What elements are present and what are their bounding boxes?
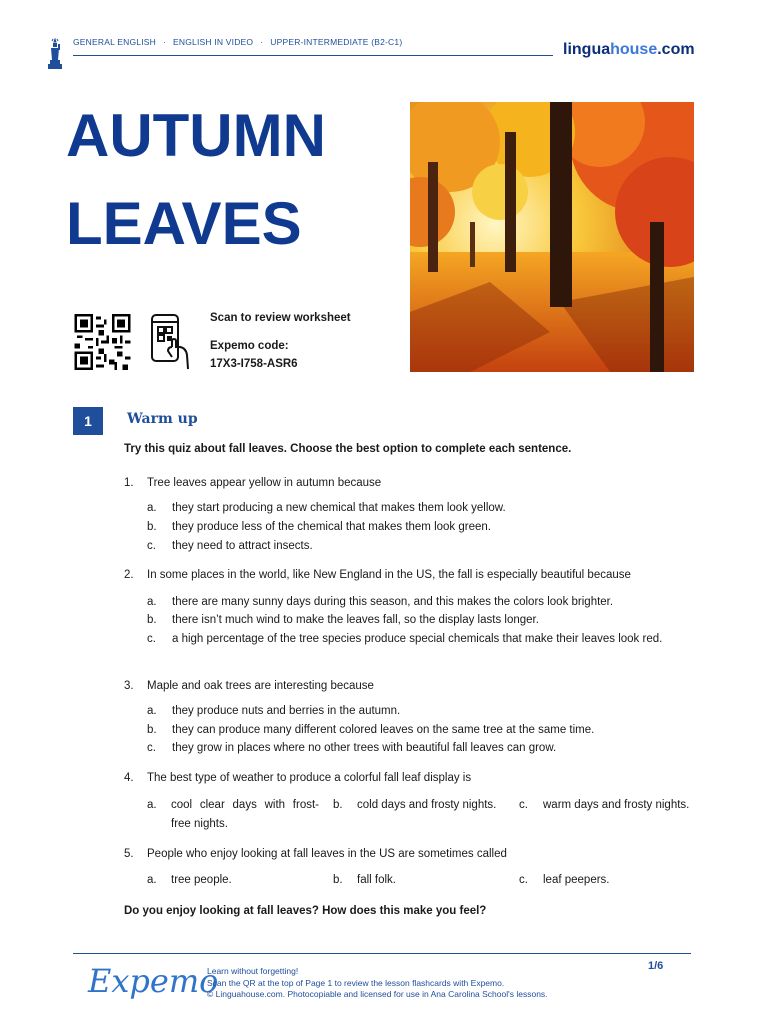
option[interactable] xyxy=(519,796,691,836)
option-letter: a. xyxy=(147,502,157,514)
option-text: leaf peepers. xyxy=(543,874,610,886)
option[interactable] xyxy=(333,871,505,891)
option-letter: b. xyxy=(333,799,343,811)
footer-note xyxy=(207,966,548,1001)
question xyxy=(0,677,768,697)
option-letter: b. xyxy=(147,521,157,533)
question-text: The best type of weather to produce a colorful fall leaf display is xyxy=(147,772,472,784)
option-text: they start producing a new chemical that makes them look yellow. xyxy=(172,502,506,514)
phone-scan-icon xyxy=(150,313,192,371)
question xyxy=(0,566,768,586)
section-number: 1 xyxy=(73,407,103,435)
expemo-code-label: Expemo code: xyxy=(210,340,289,352)
question-number: 1. xyxy=(124,477,134,489)
header-divider xyxy=(73,55,553,56)
question-number: 2. xyxy=(124,569,134,581)
question xyxy=(0,474,768,494)
option-letter: b. xyxy=(147,614,157,626)
statue-of-liberty-icon xyxy=(48,38,62,70)
expemo-code-value: 17X3-I758-ASR6 xyxy=(210,358,298,370)
option-letter: c. xyxy=(147,540,156,552)
option-text: cold days and frosty nights. xyxy=(357,799,497,811)
option-text: tree people. xyxy=(171,874,232,886)
title-line: AUTUMN xyxy=(66,102,326,169)
breadcrumb-separator: · xyxy=(260,37,264,47)
discussion-question: Do you enjoy looking at fall leaves? How does this make you feel? xyxy=(124,905,487,917)
option-text: a high percentage of the tree species produce special chemicals that make their leaves look red. xyxy=(172,633,663,645)
question-text: Maple and oak trees are interesting because xyxy=(147,680,374,692)
breadcrumb-separator: · xyxy=(163,37,167,47)
breadcrumb-item[interactable]: ENGLISH IN VIDEO xyxy=(173,37,254,47)
option-text: there are many sunny days during this season, and this makes the colors look brighter. xyxy=(172,596,614,608)
option-letter: a. xyxy=(147,596,157,608)
breadcrumb-item[interactable]: GENERAL ENGLISH xyxy=(73,37,156,47)
option-text: cool clear days with frost-free nights. xyxy=(171,799,319,830)
brand-part: lingua xyxy=(563,41,611,58)
qr-code-icon[interactable] xyxy=(73,314,132,370)
footer-divider xyxy=(73,953,691,954)
option-letter: b. xyxy=(333,874,343,886)
title-line: LEAVES xyxy=(66,190,302,257)
page-title xyxy=(66,92,386,268)
option-letter: a. xyxy=(147,874,157,886)
option-letter: c. xyxy=(147,742,156,754)
option-text: they produce less of the chemical that makes them look green. xyxy=(172,521,491,533)
option[interactable] xyxy=(333,796,505,836)
question-number: 5. xyxy=(124,848,134,860)
option-letter: a. xyxy=(147,799,157,811)
option[interactable] xyxy=(147,796,319,836)
breadcrumb xyxy=(73,37,402,47)
question-text: Tree leaves appear yellow in autumn because xyxy=(147,477,382,489)
section-title: Warm up xyxy=(127,411,198,427)
option-text: they produce nuts and berries in the autumn. xyxy=(172,705,401,717)
option-text: they need to attract insects. xyxy=(172,540,313,552)
brand-part: house xyxy=(610,41,658,58)
question xyxy=(0,845,768,865)
option-text: they can produce many different colored leaves on the same tree at the same time. xyxy=(172,724,595,736)
question-text: People who enjoy looking at fall leaves in the US are sometimes called xyxy=(147,848,507,860)
option-letter: c. xyxy=(519,799,528,811)
option-text: they grow in places where no other trees with beautiful fall leaves can grow. xyxy=(172,742,557,754)
option-letter: a. xyxy=(147,705,157,717)
brand-logo[interactable] xyxy=(563,41,695,59)
option-text: warm days and frosty nights. xyxy=(543,799,690,811)
question xyxy=(0,769,768,789)
question-number: 4. xyxy=(124,772,134,784)
page-number: 1/6 xyxy=(648,960,664,972)
option[interactable] xyxy=(147,871,319,891)
option-letter: c. xyxy=(147,633,156,645)
footer-line: Learn without forgetting! xyxy=(207,966,299,976)
option[interactable] xyxy=(519,871,691,891)
option-text: there isn’t much wind to make the leaves fall, so the display lasts longer. xyxy=(172,614,539,626)
scan-instruction: Scan to review worksheet xyxy=(210,312,351,324)
instructions: Try this quiz about fall leaves. Choose the best option to complete each sentence. xyxy=(124,443,572,455)
breadcrumb-item[interactable]: UPPER-INTERMEDIATE (B2-C1) xyxy=(270,37,403,47)
option-letter: b. xyxy=(147,724,157,736)
question-text: In some places in the world, like New England in the US, the fall is especially beautiful because xyxy=(147,569,631,581)
expemo-logo[interactable]: Expemo xyxy=(88,962,219,1000)
option-text: fall folk. xyxy=(357,874,396,886)
autumn-trees-photo xyxy=(410,102,694,372)
footer-line: Scan the QR at the top of Page 1 to review the lesson flashcards with Expemo. xyxy=(207,977,505,988)
brand-part: .com xyxy=(657,41,695,58)
question-number: 3. xyxy=(124,680,134,692)
footer-line: © Linguahouse.com. Photocopiable and licensed for use in Ana Carolina School's lessons. xyxy=(207,989,548,999)
option-letter: c. xyxy=(519,874,528,886)
